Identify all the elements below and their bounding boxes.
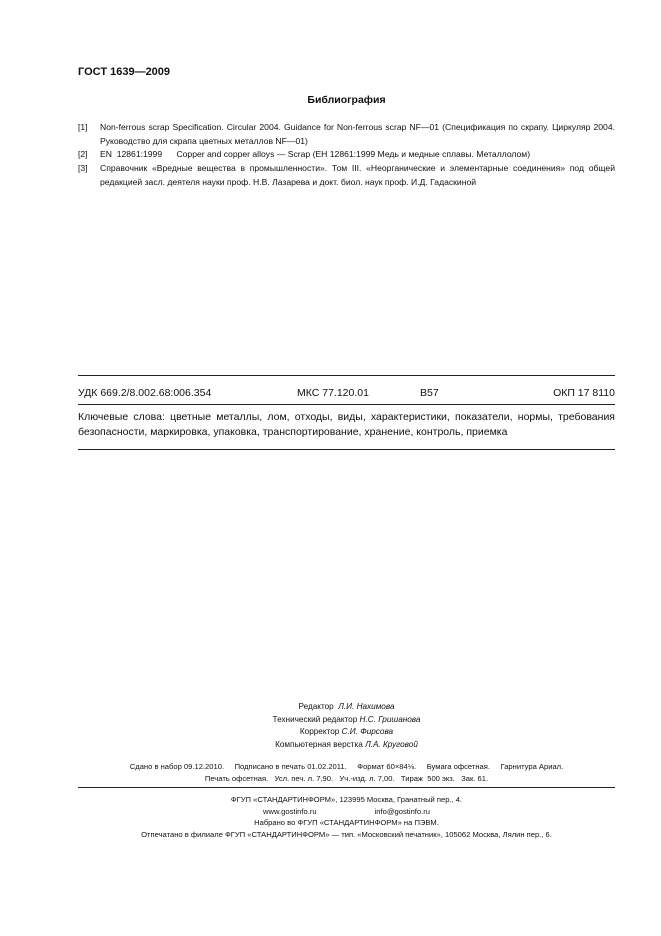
- bibliography-item-2: [78, 148, 615, 162]
- publisher-website: www.gostinfo.ru: [262, 806, 317, 816]
- layout-name: Л.А. Круговой: [365, 739, 418, 749]
- printing-line-2: Печать офсетная. Усл. печ. л. 7,90. Уч.-изд. л. 7,00. Тираж 500 экз. Зак. 61.: [204, 774, 489, 783]
- printed-info: Отпечатано в филиале ФГУП «СТАНДАРТИНФОРМ» — тип. «Московский печатник», 105062 Москва, Лялин пер., 6.: [141, 829, 552, 839]
- publisher-email: info@gostinfo.ru: [374, 806, 431, 816]
- typeset-info: Набрано во ФГУП «СТАНДАРТИНФОРМ» на ПЭВМ.: [254, 818, 439, 827]
- reference-text: EN 12861:1999 Copper and copper alloys — Scrap (ЕН 12861:1999 Медь и медные сплавы. Металлолом): [100, 149, 531, 159]
- publisher-info: [78, 794, 615, 840]
- okp-code: ОКП 17 8110: [553, 387, 615, 399]
- layout-label: Компьютерная верстка: [275, 739, 363, 749]
- divider: [78, 449, 615, 450]
- udk-code: УДК 669.2/8.002.68:006.354: [78, 387, 212, 399]
- printing-line-1: Сдано в набор 09.12.2010. Подписано в печать 01.02.2011. Формат 60×84⅛. Бумага офсетная. Гарнитура Ариал.: [129, 762, 564, 771]
- publisher-address: ФГУП «СТАНДАРТИНФОРМ», 123995 Москва, Гранатный пер., 4.: [230, 795, 463, 804]
- reference-text: Справочник «Вредные вещества в промышленности». Том III. «Неорганические и элементарные соединения» под общей редакцией засл. деятеля науки проф. Н.В. Лазарева и докт. биол. наук проф. И.Д. Гадаскиной: [100, 163, 615, 187]
- keywords: Ключевые слова: цветные металлы, лом, отходы, виды, характеристики, показатели, нормы, требования безопасности, маркировка, упаковка, транспортирование, хранение, контроль, приемка: [78, 411, 615, 438]
- mks-code: МКС 77.120.01: [297, 387, 369, 399]
- bibliography-item-3: [78, 162, 615, 189]
- reference-text: Non-ferrous scrap Specification. Circular 2004. Guidance for Non-ferrous scrap NF—01 (Спецификация по скрапу. Циркуляр 2004. Руководство для скрапа цветных металлов NF—01): [100, 122, 615, 146]
- divider: [78, 375, 615, 376]
- bibliography-item-1: [78, 121, 615, 148]
- tech-editor-label: Технический редактор: [272, 714, 358, 724]
- reference-number: [1]: [78, 122, 88, 132]
- printing-info: [78, 761, 615, 785]
- divider: [78, 404, 615, 405]
- editor-label: Редактор: [298, 702, 334, 711]
- corrector-name: С.И. Фирсова: [341, 727, 394, 736]
- divider: [78, 787, 615, 788]
- corrector-label: Корректор: [299, 727, 340, 736]
- tech-editor-name: Н.С. Гришанова: [359, 714, 421, 724]
- group-code: В57: [420, 387, 439, 399]
- reference-number: [2]: [78, 149, 88, 159]
- credits-block: [78, 701, 615, 751]
- reference-number: [3]: [78, 163, 88, 173]
- standard-number: ГОСТ 1639—2009: [78, 66, 171, 78]
- editor-name: Л.И. Нахимова: [338, 702, 395, 711]
- bibliography-title: Библиография: [307, 94, 386, 106]
